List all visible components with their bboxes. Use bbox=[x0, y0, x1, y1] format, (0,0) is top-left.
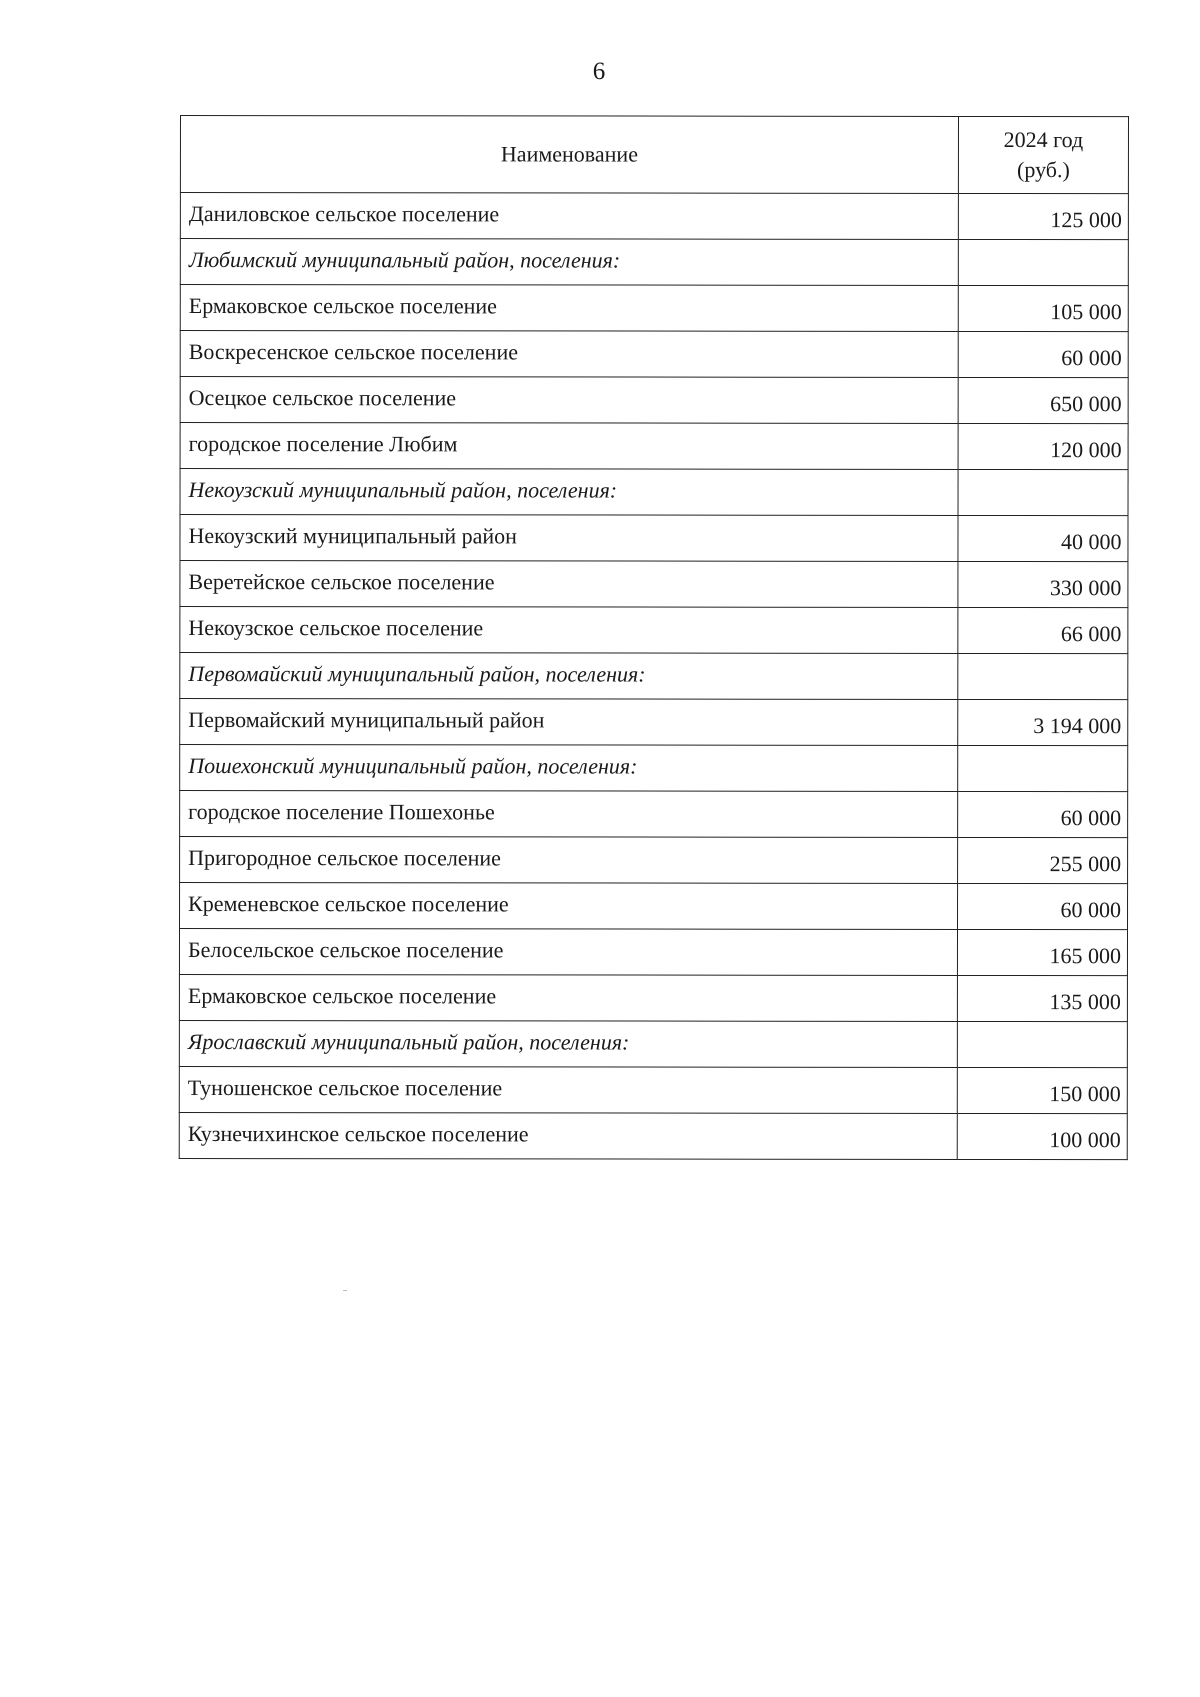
table-row bbox=[180, 607, 1128, 654]
group-heading-cell: Ярославский муниципальный район, поселения: bbox=[179, 1020, 957, 1067]
table-row bbox=[180, 699, 1128, 746]
settlement-name-cell: Некоузское сельское поселение bbox=[180, 607, 958, 654]
table-row bbox=[179, 929, 1127, 976]
amount-cell bbox=[958, 469, 1128, 515]
amount-cell: 135 000 bbox=[957, 975, 1127, 1021]
table-row bbox=[180, 331, 1128, 378]
amount-cell bbox=[958, 653, 1128, 699]
amount-cell: 330 000 bbox=[958, 561, 1128, 607]
settlement-name-cell: Осецкое сельское поселение bbox=[180, 377, 958, 424]
amount-cell: 3 194 000 bbox=[958, 699, 1128, 745]
settlement-name-cell: Некоузский муниципальный район bbox=[180, 515, 958, 562]
table-row bbox=[179, 1066, 1127, 1113]
settlement-name-cell: Туношенское сельское поселение bbox=[179, 1066, 957, 1113]
amount-cell: 105 000 bbox=[958, 285, 1128, 331]
settlement-name-cell: Ермаковское сельское поселение bbox=[180, 285, 958, 332]
page-number: 6 bbox=[592, 58, 606, 85]
settlement-name-cell: Первомайский муниципальный район bbox=[180, 699, 958, 746]
amount-cell: 60 000 bbox=[958, 883, 1128, 929]
group-heading-cell: Любимский муниципальный район, поселения: bbox=[180, 239, 958, 286]
amount-cell: 650 000 bbox=[958, 377, 1128, 423]
table-group-row bbox=[180, 469, 1128, 516]
settlement-name-cell: Белосельское сельское поселение bbox=[179, 929, 957, 976]
table-row bbox=[180, 377, 1128, 424]
amount-cell bbox=[958, 239, 1128, 285]
header-name: Наименование bbox=[180, 116, 958, 194]
table-body bbox=[179, 193, 1128, 1160]
amount-cell: 165 000 bbox=[957, 929, 1127, 975]
table-row bbox=[180, 837, 1128, 884]
table-row bbox=[180, 515, 1128, 562]
settlement-name-cell: Веретейское сельское поселение bbox=[180, 561, 958, 608]
table-row bbox=[180, 791, 1128, 838]
settlement-name-cell: Даниловское сельское поселение bbox=[180, 193, 958, 240]
table-header bbox=[180, 116, 1128, 194]
settlement-name-cell: городское поселение Пошехонье bbox=[180, 791, 958, 838]
header-year-unit bbox=[958, 116, 1128, 193]
budget-table bbox=[179, 115, 1129, 1160]
group-heading-cell: Пошехонский муниципальный район, поселения: bbox=[180, 745, 958, 792]
table-row bbox=[179, 974, 1127, 1021]
amount-cell: 100 000 bbox=[957, 1113, 1127, 1159]
table-row bbox=[179, 1112, 1127, 1159]
amount-cell: 60 000 bbox=[958, 331, 1128, 377]
table-group-row bbox=[179, 1020, 1127, 1067]
amount-cell: 120 000 bbox=[958, 423, 1128, 469]
settlement-name-cell: Ермаковское сельское поселение bbox=[179, 974, 957, 1021]
settlement-name-cell: Кузнечихинское сельское поселение bbox=[179, 1112, 957, 1159]
header-year: 2024 год bbox=[1003, 127, 1084, 153]
settlement-name-cell: Пригородное сельское поселение bbox=[180, 837, 958, 884]
table-row bbox=[180, 423, 1128, 470]
header-unit: (руб.) bbox=[1017, 157, 1070, 183]
table-group-row bbox=[180, 239, 1128, 286]
amount-cell: 150 000 bbox=[957, 1067, 1127, 1113]
table-row bbox=[180, 285, 1128, 332]
settlement-name-cell: Воскресенское сельское поселение bbox=[180, 331, 958, 378]
scan-speck bbox=[343, 1290, 347, 1291]
group-heading-cell: Некоузский муниципальный район, поселения: bbox=[180, 469, 958, 516]
settlement-name-cell: Кременевское сельское поселение bbox=[180, 883, 958, 930]
amount-cell bbox=[957, 1021, 1127, 1067]
settlement-name-cell: городское поселение Любим bbox=[180, 423, 958, 470]
amount-cell: 40 000 bbox=[958, 515, 1128, 561]
table-row bbox=[180, 883, 1128, 930]
amount-cell bbox=[958, 745, 1128, 791]
table-group-row bbox=[180, 653, 1128, 700]
amount-cell: 255 000 bbox=[958, 837, 1128, 883]
table-group-row bbox=[180, 745, 1128, 792]
amount-cell: 125 000 bbox=[958, 193, 1128, 239]
table-row bbox=[180, 193, 1128, 240]
group-heading-cell: Первомайский муниципальный район, поселения: bbox=[180, 653, 958, 700]
table-row bbox=[180, 561, 1128, 608]
amount-cell: 66 000 bbox=[958, 607, 1128, 653]
amount-cell: 60 000 bbox=[958, 791, 1128, 837]
